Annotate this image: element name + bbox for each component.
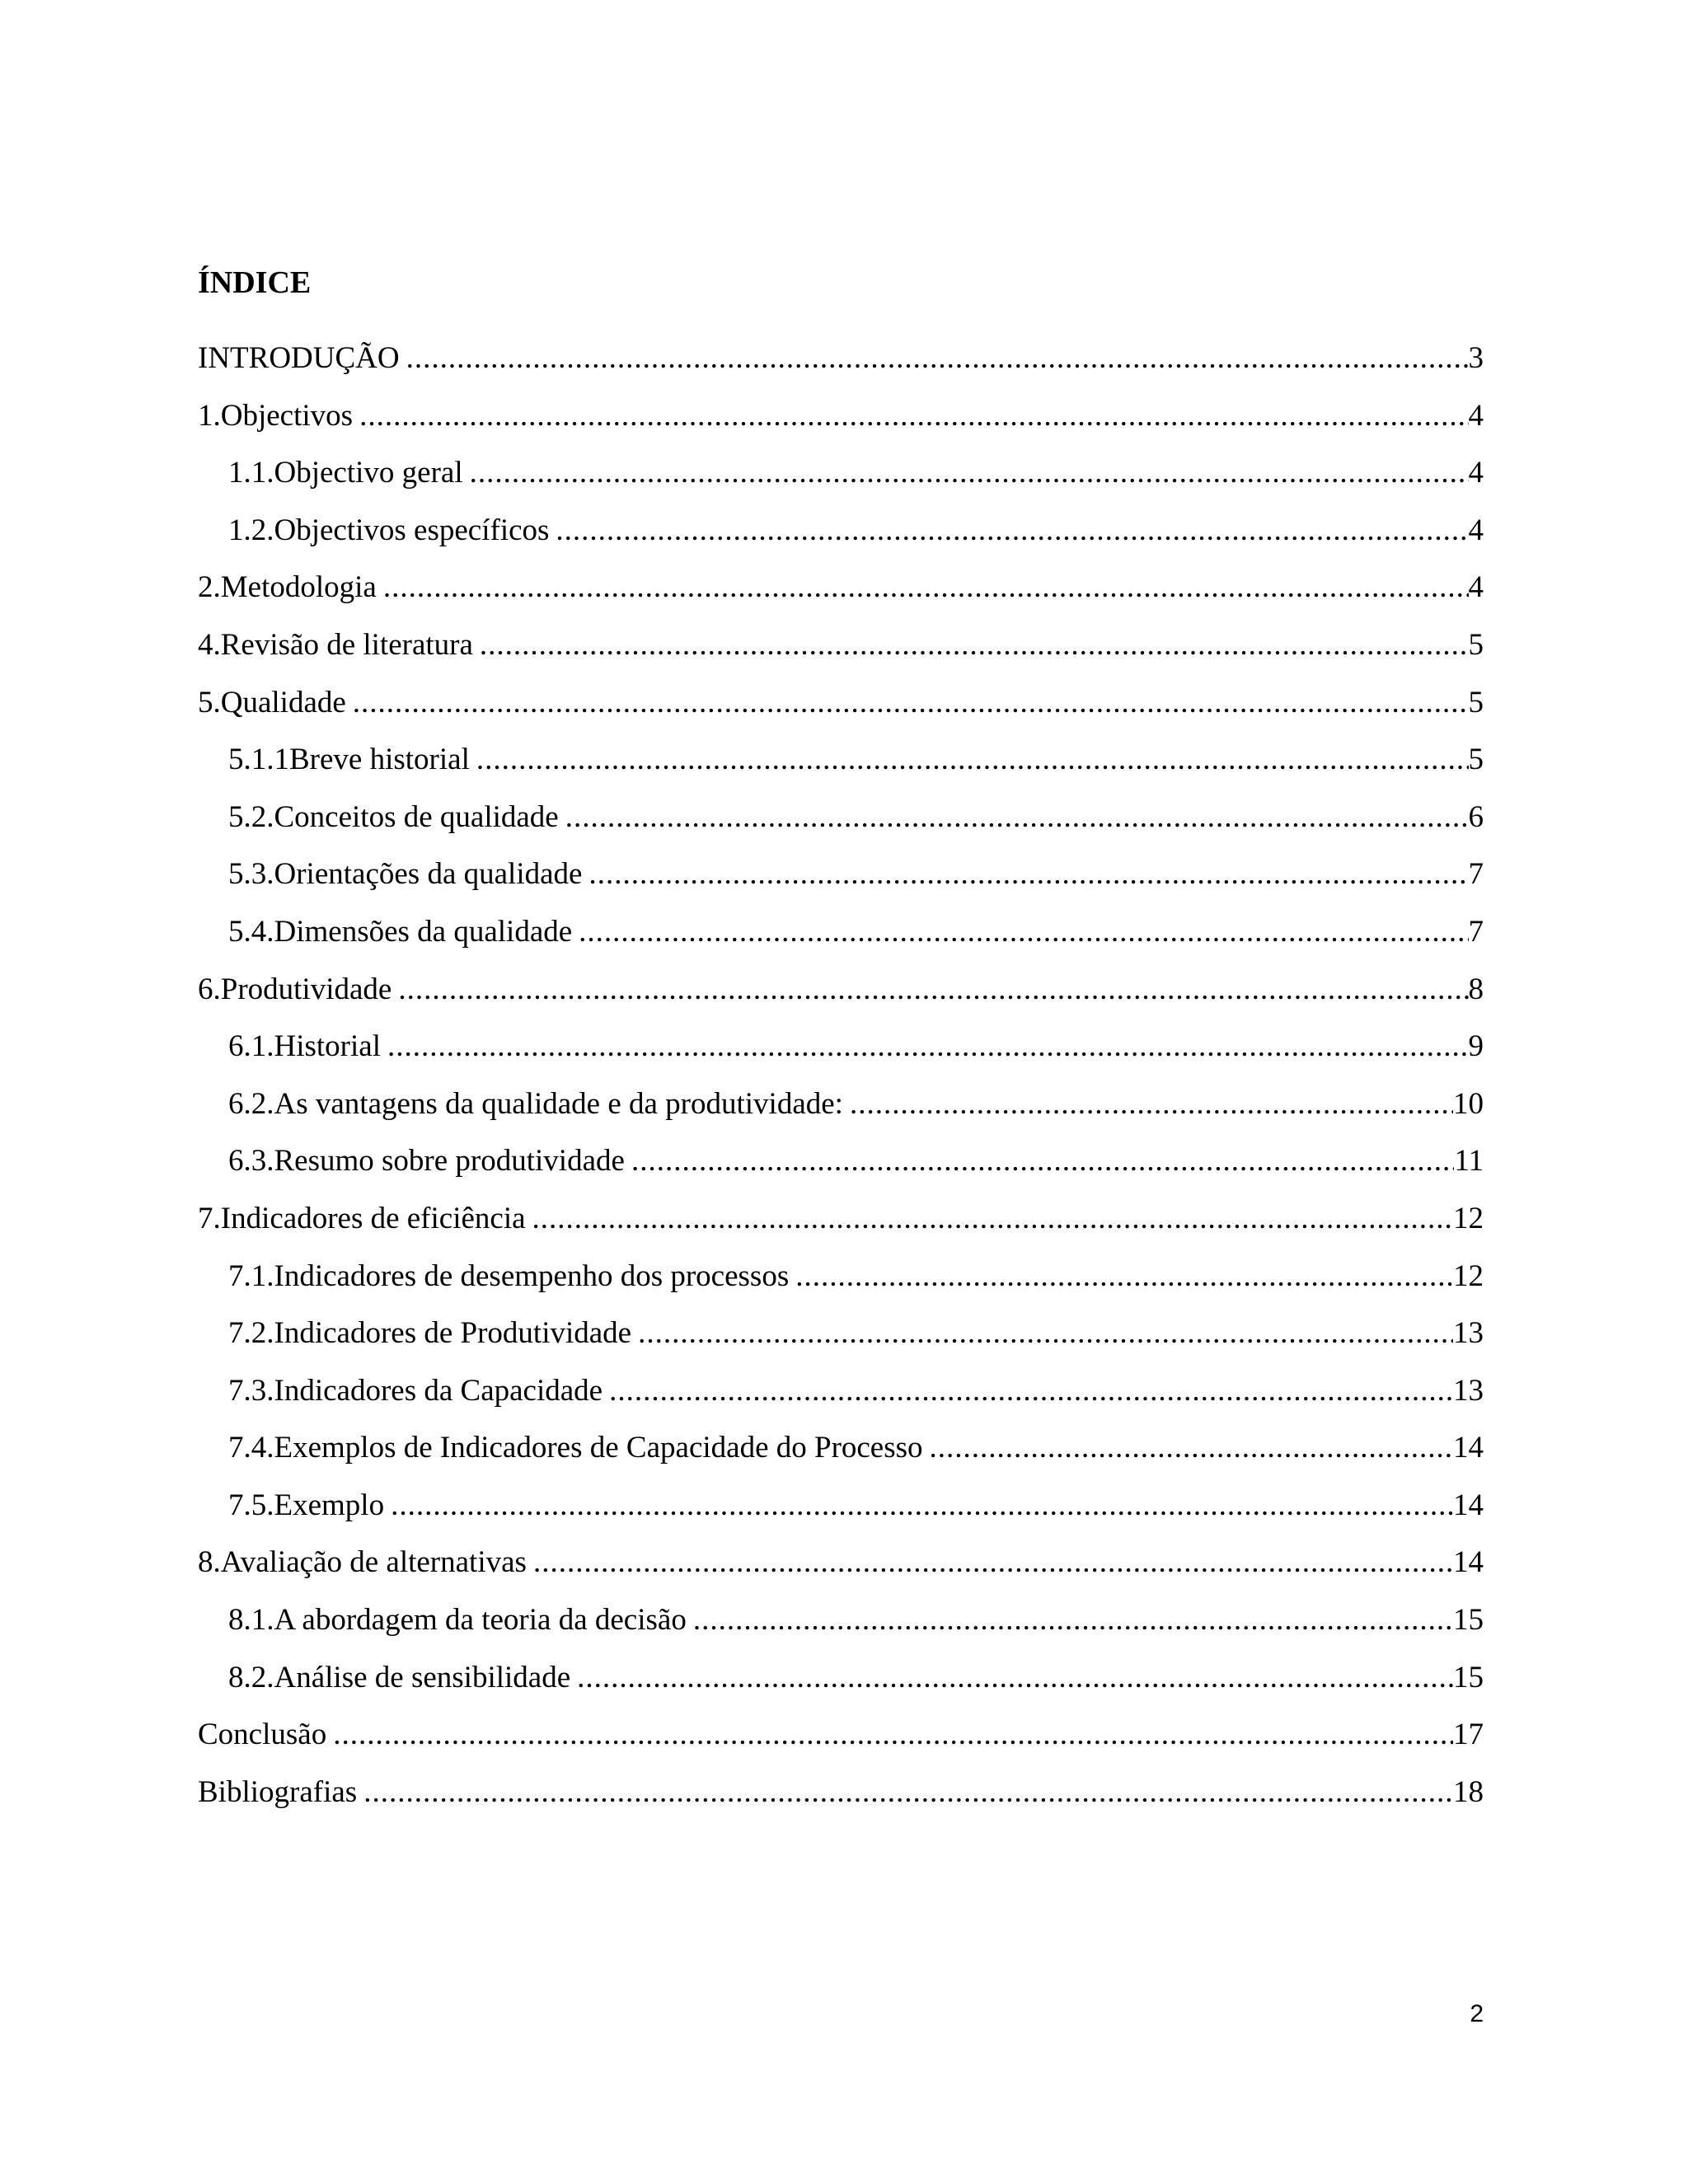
toc-entry-label: 7.5.Exemplo [228,1483,391,1529]
toc-entry-page: 15 [1453,1597,1484,1643]
toc-entry-page: 4 [1469,393,1484,439]
toc-entry-label: 7.1.Indicadores de desempenho dos processos [228,1254,795,1300]
toc-entry-page: 5 [1469,737,1484,783]
toc-entry-page: 14 [1453,1425,1484,1471]
toc-entry-page: 7 [1469,851,1484,898]
toc-entry[interactable] [198,1425,1484,1483]
toc-dot-leader [363,1769,1453,1816]
toc-entry-page: 4 [1469,565,1484,611]
toc-entry[interactable] [198,1310,1484,1368]
toc-dot-leader [406,335,1469,382]
toc-entry-page: 14 [1453,1483,1484,1529]
toc-dot-leader [533,1540,1453,1586]
page-number: 2 [1470,2000,1484,2027]
toc-dot-leader [383,565,1469,611]
toc-dot-leader [850,1081,1453,1127]
toc-entry[interactable] [198,1483,1484,1540]
toc-entry-page: 13 [1453,1310,1484,1357]
toc-dot-leader [532,1196,1453,1242]
toc-entry-label: 5.4.Dimensões da qualidade [228,909,579,955]
toc-entry[interactable] [198,393,1484,451]
toc-entry[interactable] [198,794,1484,852]
toc-dot-leader [470,450,1469,496]
toc-entry[interactable] [198,909,1484,967]
toc-entry-label: 5.Qualidade [198,680,353,726]
toc-entry-page: 4 [1469,508,1484,554]
toc-entry-page: 12 [1453,1196,1484,1242]
toc-entry[interactable] [198,1712,1484,1769]
toc-entry-label: 5.3.Orientações da qualidade [228,851,588,898]
toc-dot-leader [556,508,1468,554]
toc-dot-leader [577,1655,1453,1701]
toc-entry-page: 8 [1469,967,1484,1013]
toc-title: ÍNDICE [198,265,312,300]
toc-dot-leader [609,1368,1453,1414]
toc-entry-page: 10 [1453,1081,1484,1127]
toc-entry[interactable] [198,622,1484,680]
toc-entry-page: 18 [1453,1769,1484,1816]
toc-entry-label: 6.3.Resumo sobre produtividade [228,1138,631,1184]
toc-entry[interactable] [198,851,1484,909]
toc-entry[interactable] [198,565,1484,622]
toc-entry[interactable] [198,1597,1484,1655]
toc-dot-leader [579,909,1468,955]
toc-entry-label: 1.1.Objectivo geral [228,450,470,496]
toc-entry-label: 5.1.1Breve historial [228,737,476,783]
toc-entry[interactable] [198,508,1484,565]
toc-entry-label: 7.4.Exemplos de Indicadores de Capacidade do Processo [228,1425,930,1471]
table-of-contents [198,335,1484,1826]
toc-entry-page: 7 [1469,909,1484,955]
toc-entry-label: 4.Revisão de literatura [198,622,480,668]
toc-entry-page: 6 [1469,794,1484,841]
toc-entry[interactable] [198,450,1484,508]
toc-entry[interactable] [198,680,1484,738]
toc-entry-label: 6.1.Historial [228,1024,387,1070]
toc-dot-leader [795,1254,1453,1300]
toc-entry-label: 6.Produtividade [198,967,398,1013]
toc-entry-page: 5 [1469,622,1484,668]
toc-entry-label: INTRODUÇÃO [198,335,406,382]
toc-entry[interactable] [198,1024,1484,1081]
toc-entry-label: 7.2.Indicadores de Produtividade [228,1310,638,1357]
toc-entry[interactable] [198,1769,1484,1827]
toc-dot-leader [353,680,1469,726]
toc-entry[interactable] [198,1655,1484,1713]
toc-entry-label: 2.Metodologia [198,565,383,611]
toc-entry[interactable] [198,1138,1484,1196]
toc-entry-page: 5 [1469,680,1484,726]
toc-dot-leader [638,1310,1453,1357]
toc-entry-label: 8.1.A abordagem da teoria da decisão [228,1597,693,1643]
toc-entry-label: 1.2.Objectivos específicos [228,508,556,554]
toc-dot-leader [333,1712,1453,1758]
toc-entry[interactable] [198,1196,1484,1254]
toc-dot-leader [588,851,1468,898]
toc-entry[interactable] [198,1540,1484,1597]
toc-entry[interactable] [198,1368,1484,1426]
toc-entry-label: 8.2.Análise de sensibilidade [228,1655,577,1701]
toc-entry-label: Conclusão [198,1712,333,1758]
toc-entry-label: 6.2.As vantagens da qualidade e da produtividade: [228,1081,850,1127]
toc-entry[interactable] [198,1254,1484,1311]
toc-entry-label: 5.2.Conceitos de qualidade [228,794,565,841]
toc-entry-page: 11 [1454,1138,1484,1184]
toc-dot-leader [398,967,1468,1013]
toc-entry[interactable] [198,967,1484,1024]
toc-dot-leader [565,794,1469,841]
toc-entry-label: 8.Avaliação de alternativas [198,1540,533,1586]
toc-entry-label: 7.Indicadores de eficiência [198,1196,532,1242]
toc-entry-page: 4 [1469,450,1484,496]
toc-dot-leader [480,622,1469,668]
toc-entry-page: 15 [1453,1655,1484,1701]
toc-entry-page: 17 [1453,1712,1484,1758]
toc-entry[interactable] [198,737,1484,794]
toc-entry[interactable] [198,335,1484,393]
toc-dot-leader [631,1138,1454,1184]
toc-entry-label: 7.3.Indicadores da Capacidade [228,1368,609,1414]
toc-dot-leader [391,1483,1453,1529]
toc-entry[interactable] [198,1081,1484,1139]
toc-entry-page: 13 [1453,1368,1484,1414]
toc-entry-page: 9 [1469,1024,1484,1070]
toc-dot-leader [387,1024,1469,1070]
toc-entry-label: 1.Objectivos [198,393,359,439]
toc-dot-leader [359,393,1468,439]
toc-entry-page: 3 [1469,335,1484,382]
toc-dot-leader [693,1597,1453,1643]
toc-entry-page: 14 [1453,1540,1484,1586]
toc-dot-leader [476,737,1469,783]
toc-entry-label: Bibliografias [198,1769,363,1816]
toc-dot-leader [930,1425,1453,1471]
toc-entry-page: 12 [1453,1254,1484,1300]
